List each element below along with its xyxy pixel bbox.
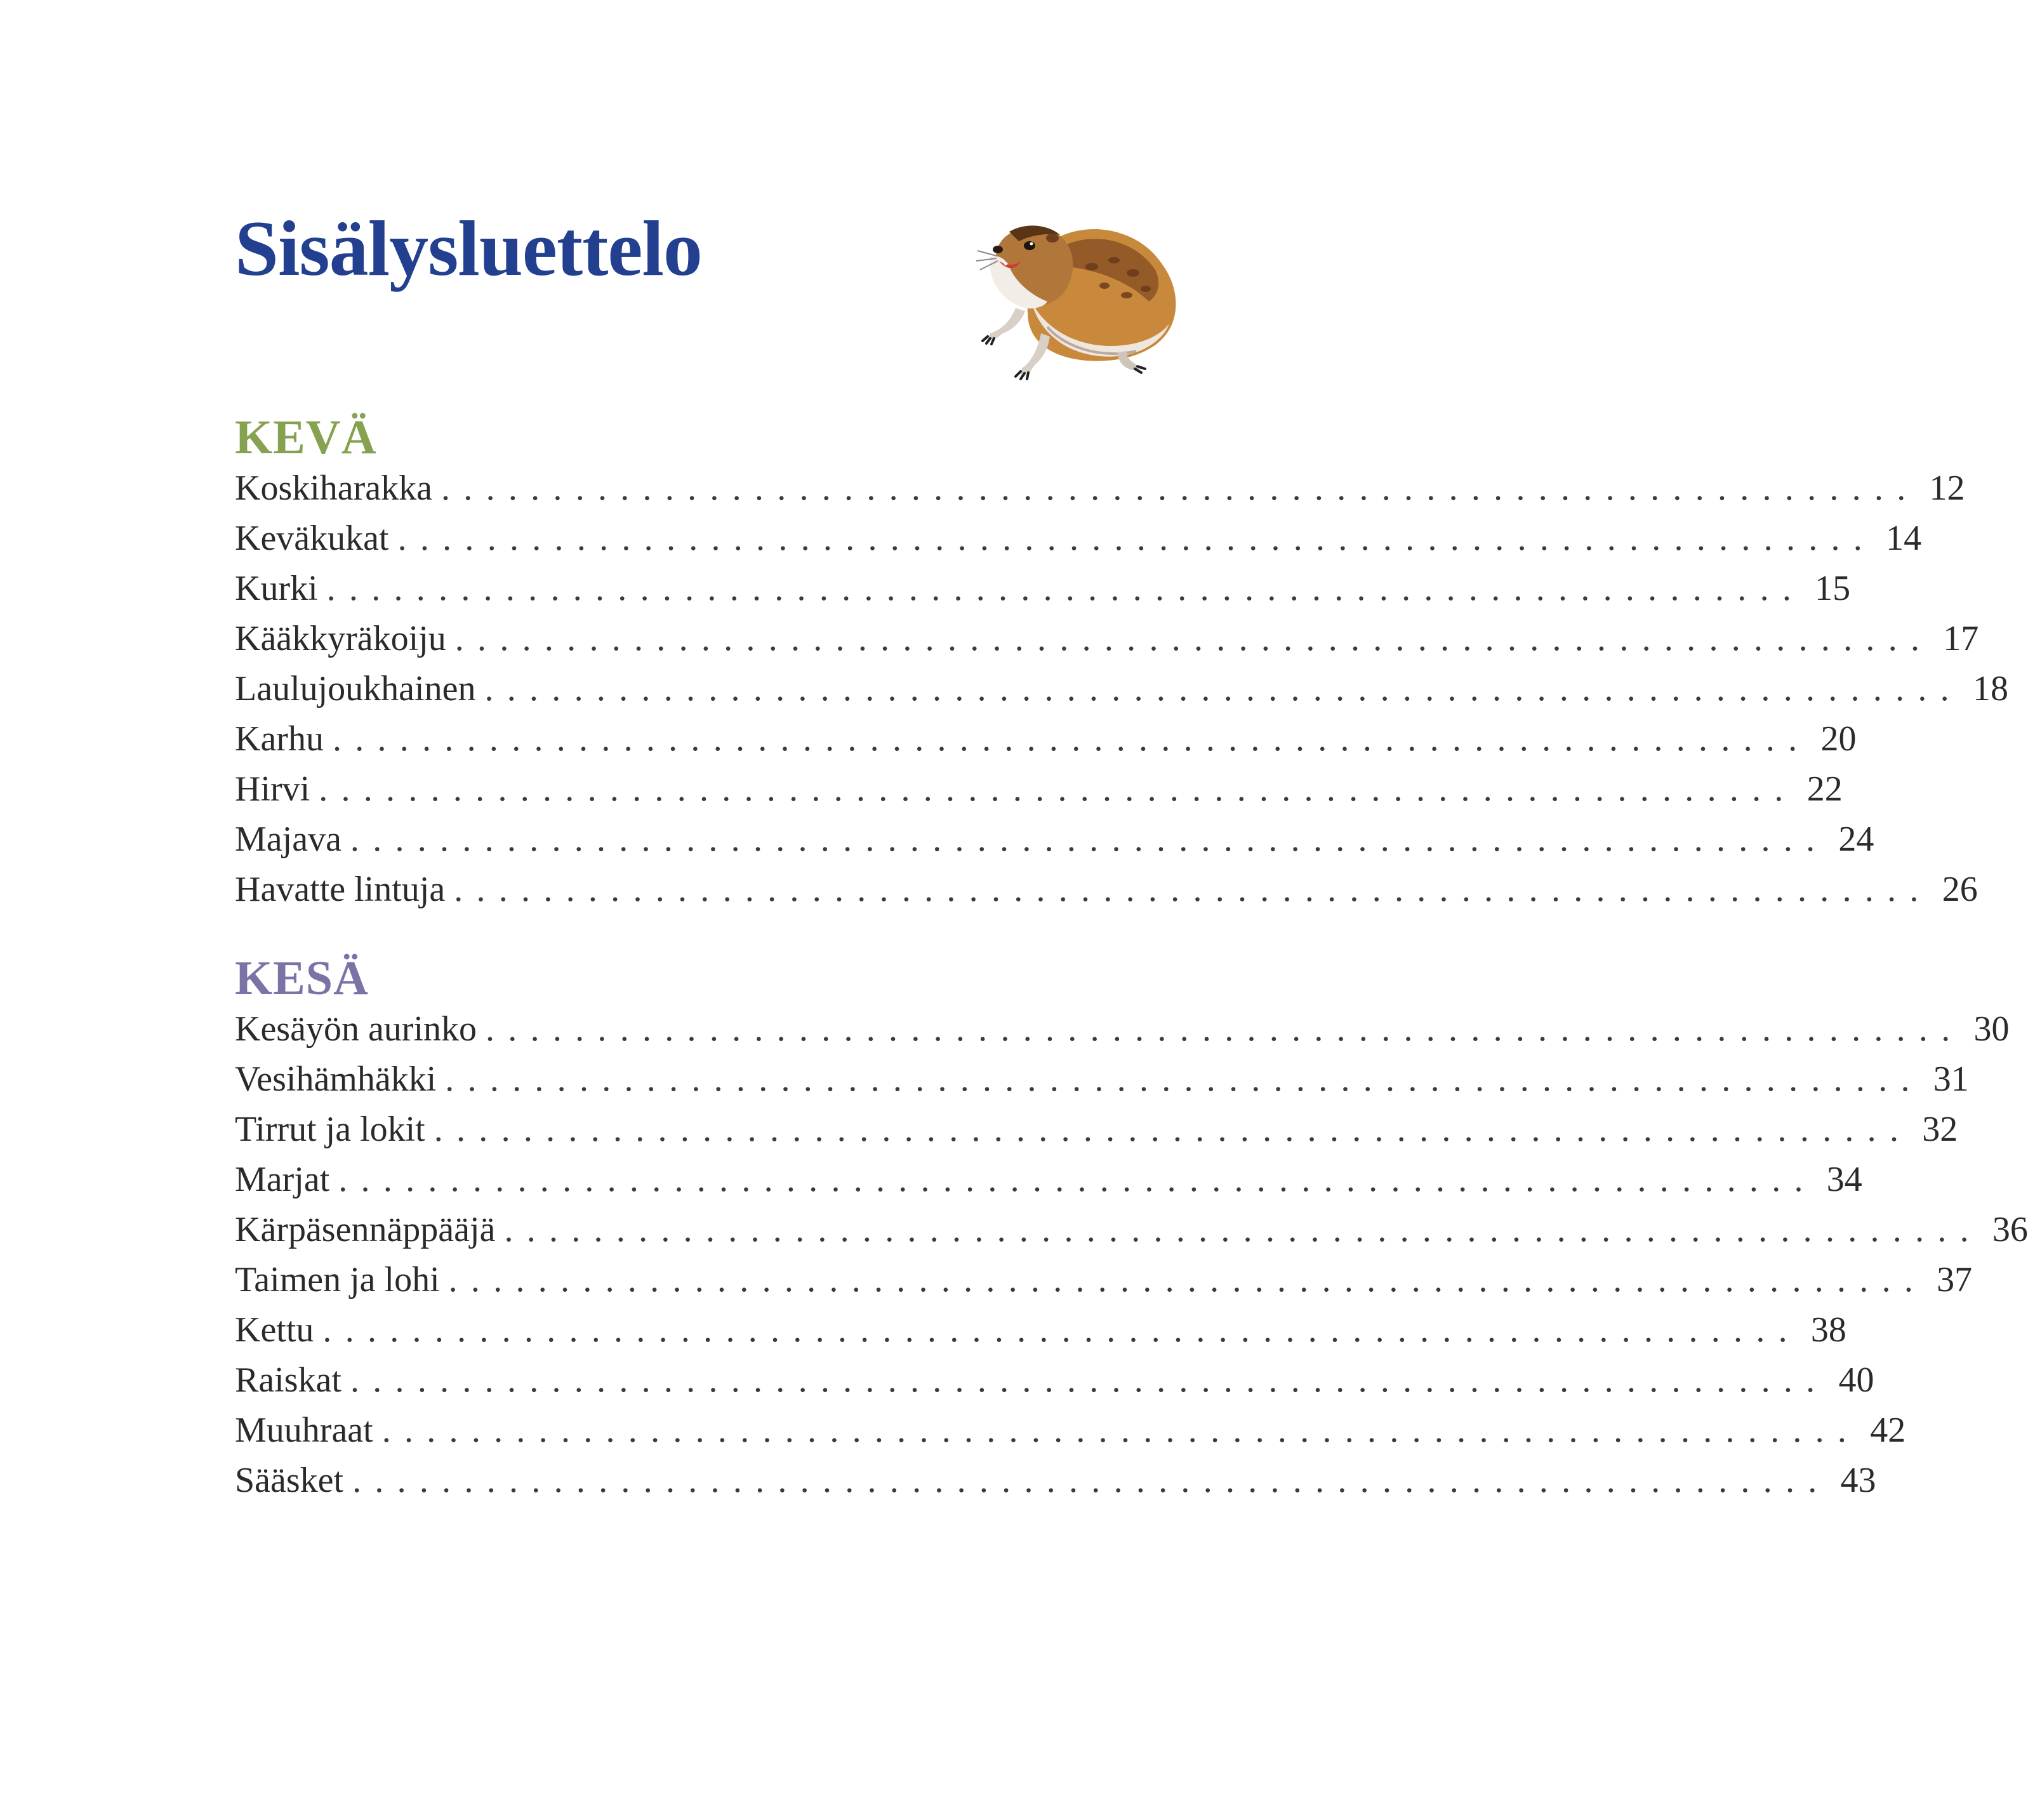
toc-entry[interactable] (235, 1155, 1862, 1205)
entry-title: Kääkkyräkoiju (235, 619, 446, 658)
entry-title: Keväkukat (235, 519, 389, 558)
toc-entry[interactable] (235, 514, 1922, 564)
entry-page-number: 32 (1922, 1110, 1958, 1149)
dot-leader: .................................................................. (322, 1310, 1801, 1350)
toc-entry[interactable] (235, 1355, 1874, 1405)
entry-page-number: 26 (1942, 870, 1978, 909)
entry-title: Tirrut ja lokit (235, 1110, 425, 1149)
entry-title: Kettu (235, 1310, 314, 1350)
toc-entry[interactable] (235, 1456, 1876, 1506)
toc-entry[interactable] (235, 664, 2008, 714)
entry-page-number: 18 (1972, 669, 2008, 708)
entry-page-number: 24 (1838, 820, 1874, 859)
toc-entry[interactable] (235, 1205, 2028, 1255)
toc-entry[interactable] (235, 764, 1843, 814)
entry-page-number: 38 (1810, 1310, 1846, 1350)
toc-entry[interactable] (235, 463, 1965, 514)
dot-leader: .................................................................. (454, 619, 1933, 658)
dot-leader: .................................................................. (397, 519, 1876, 558)
page-title: Sisälysluettelo (235, 205, 702, 292)
dot-leader: .................................................................. (445, 1059, 1923, 1099)
entry-page-number: 37 (1937, 1260, 1973, 1299)
toc-entry[interactable] (235, 1405, 1906, 1456)
dot-leader: .................................................................. (381, 1411, 1860, 1450)
toc-entry[interactable] (235, 1305, 1846, 1355)
toc-entry[interactable] (235, 1255, 1973, 1305)
dot-leader: .................................................................. (332, 719, 1811, 759)
section-heading-summer: KESÄ (235, 952, 369, 1005)
entry-title: Vesihämhäkki (235, 1059, 437, 1099)
entry-page-number: 31 (1933, 1059, 1969, 1099)
toc-list-summer (235, 1004, 2028, 1506)
dot-leader: .................................................................. (434, 1110, 1912, 1149)
dot-leader: .................................................................. (350, 820, 1829, 859)
dot-leader: .................................................................. (319, 769, 1797, 809)
entry-title: Hirvi (235, 769, 310, 809)
dot-leader: .................................................................. (338, 1160, 1817, 1199)
section-heading-spring: KEVÄ (235, 411, 377, 464)
entry-page-number: 40 (1838, 1360, 1874, 1400)
entry-title: Karhu (235, 719, 324, 759)
dot-leader: .................................................................. (486, 1009, 1964, 1049)
dot-leader: .................................................................. (350, 1360, 1829, 1400)
entry-title: Taimen ja lohi (235, 1260, 440, 1299)
entry-page-number: 42 (1870, 1411, 1906, 1450)
dot-leader: .................................................................. (448, 1260, 1927, 1299)
entry-title: Muuhraat (235, 1411, 373, 1450)
toc-entry[interactable] (235, 814, 1874, 865)
entry-title: Laulujoukhainen (235, 669, 476, 708)
toc-entry[interactable] (235, 1004, 2010, 1054)
entry-page-number: 22 (1806, 769, 1843, 809)
entry-page-number: 14 (1886, 519, 1922, 558)
entry-title: Kesäyön aurinko (235, 1009, 477, 1049)
toc-list-spring (235, 463, 2008, 915)
entry-page-number: 12 (1929, 468, 1965, 508)
lemming-illustration (971, 206, 1187, 384)
entry-page-number: 15 (1815, 569, 1851, 608)
dot-leader: .................................................................. (441, 468, 1919, 508)
dot-leader: .................................................................. (484, 669, 1963, 708)
toc-entry[interactable] (235, 714, 1857, 764)
toc-entry[interactable] (235, 1054, 1969, 1105)
entry-title: Kurki (235, 569, 318, 608)
entry-title: Koskiharakka (235, 468, 433, 508)
entry-page-number: 34 (1826, 1160, 1862, 1199)
toc-entry[interactable] (235, 614, 1979, 664)
toc-entry[interactable] (235, 865, 1978, 915)
entry-page-number: 30 (1973, 1009, 2010, 1049)
entry-title: Havatte lintuja (235, 870, 446, 909)
entry-page-number: 43 (1840, 1461, 1876, 1500)
toc-entry[interactable] (235, 1105, 1958, 1155)
entry-page-number: 36 (1992, 1210, 2028, 1249)
entry-title: Raiskat (235, 1360, 341, 1400)
section-spring (235, 411, 2008, 915)
dot-leader: .................................................................. (352, 1461, 1831, 1500)
entry-title: Sääsket (235, 1461, 344, 1500)
section-summer (235, 952, 2028, 1506)
toc-entry[interactable] (235, 564, 1851, 614)
entry-title: Majava (235, 820, 341, 859)
dot-leader: .................................................................. (326, 569, 1805, 608)
dot-leader: .................................................................. (454, 870, 1932, 909)
entry-title: Marjat (235, 1160, 330, 1199)
dot-leader: .................................................................. (504, 1210, 1982, 1249)
entry-title: Kärpäsennäppääjä (235, 1210, 496, 1249)
entry-page-number: 20 (1820, 719, 1857, 759)
entry-page-number: 17 (1943, 619, 1979, 658)
